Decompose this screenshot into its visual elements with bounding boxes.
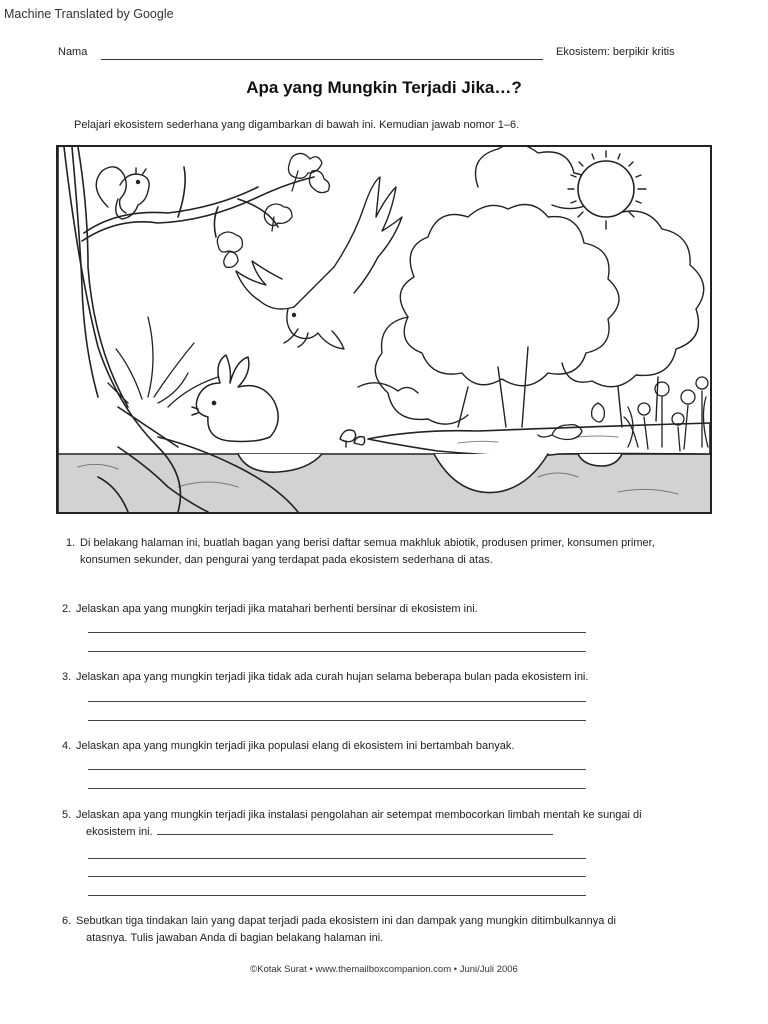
answer-line[interactable] [88,858,586,859]
question-6-text: Sebutkan tiga tindakan lain yang dapat terjadi pada ekosistem ini dan dampak yang mungkin ditimbulkannya di atasnya. Tulis jawaban Anda di bagian belakang halaman ini. [76,915,616,944]
footer-credit: ©Kotak Surat • www.themailboxcompanion.com • Juni/Juli 2006 [250,964,518,975]
eagle-icon [236,177,402,349]
question-1-text: Di belakang halaman ini, buatlah bagan yang berisi daftar semua makhluk abiotik, produsen primer, konsumen primer, konsumen sekunder, dan pengurai yang terdapat pada ekosistem sederhana di atas. [80,537,655,566]
answer-line[interactable] [88,701,586,702]
question-2: 2. Jelaskan apa yang mungkin terjadi jika matahari berhenti bersinar di ekosistem ini. [62,601,702,618]
answer-line[interactable] [88,788,586,789]
ecosystem-illustration [56,145,712,514]
mushroom-icon [340,430,365,447]
topic-label: Ekosistem: berpikir kritis [556,46,675,58]
leaves-icon [217,153,329,267]
name-label: Nama [58,46,88,58]
question-4-text: Jelaskan apa yang mungkin terjadi jika populasi elang di ekosistem ini bertambah banyak. [76,740,515,752]
squirrel-icon [96,167,149,219]
page-title: Apa yang Mungkin Terjadi Jika…? [246,78,522,97]
intro-text: Pelajari ekosistem sederhana yang digambarkan di bawah ini. Kemudian jawab nomor 1–6. [74,119,520,131]
answer-line[interactable] [88,895,586,896]
answer-line[interactable] [88,720,586,721]
question-1: 1. Di belakang halaman ini, buatlah bagan yang berisi daftar semua makhluk abiotik, produsen primer, konsumen primer, konsumen sekunder, dan pengurai yang terdapat pada ekosistem sederhana di atas. [66,535,706,569]
answer-line[interactable] [88,769,586,770]
question-4: 4. Jelaskan apa yang mungkin terjadi jika populasi elang di ekosistem ini bertambah banyak. [62,738,702,755]
answer-line[interactable] [88,632,586,633]
name-field[interactable] [101,59,543,60]
rabbit-icon [192,355,278,442]
question-2-text: Jelaskan apa yang mungkin terjadi jika matahari berhenti bersinar di ekosistem ini. [76,603,478,615]
fern-icon [108,317,218,407]
sun-icon [568,151,646,229]
bushes-icon [358,147,704,427]
question-3-text: Jelaskan apa yang mungkin terjadi jika tidak ada curah hujan selama beberapa bulan pada ekosistem ini. [76,671,589,683]
question-5: 5. Jelaskan apa yang mungkin terjadi jika instalasi pengolahan air setempat membocorkan limbah mentah ke sungai di ekosistem ini. [62,807,702,841]
answer-line[interactable] [157,824,553,835]
answer-line[interactable] [88,651,586,652]
question-5-text: Jelaskan apa yang mungkin terjadi jika instalasi pengolahan air setempat membocorkan limbah mentah ke sungai di [76,809,642,821]
machine-translation-banner: Machine Translated by Google [4,7,174,21]
question-5-text-cont: ekosistem ini. [86,826,153,838]
question-3: 3. Jelaskan apa yang mungkin terjadi jika tidak ada curah hujan selama beberapa bulan pada ekosistem ini. [62,669,702,686]
question-6: 6. Sebutkan tiga tindakan lain yang dapat terjadi pada ekosistem ini dan dampak yang mungkin ditimbulkannya di atasnya. Tulis jawaban Anda di bagian belakang halaman ini. [62,913,652,947]
answer-line[interactable] [88,876,586,877]
